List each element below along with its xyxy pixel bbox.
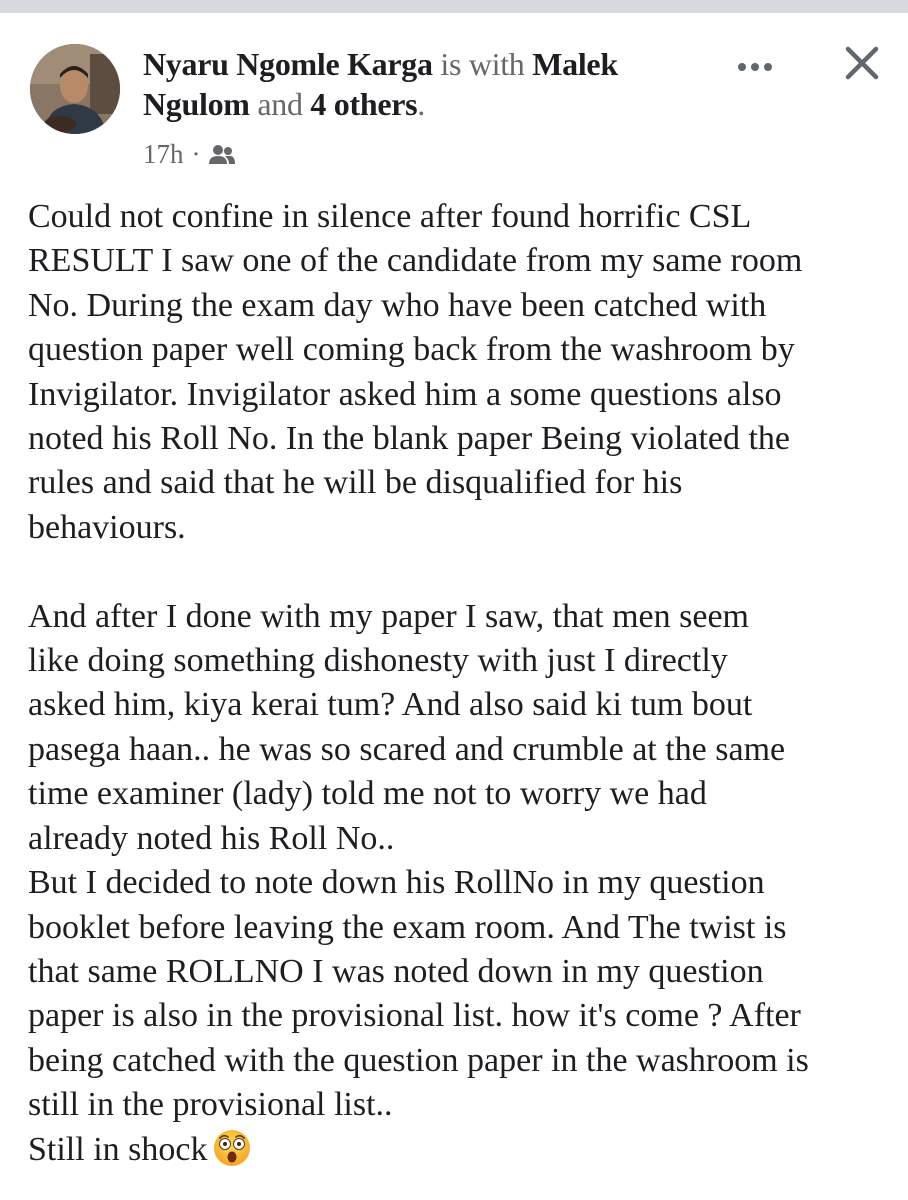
- body-line: But I decided to note down his RollNo in my question: [28, 864, 765, 902]
- body-line: pasega haan.. he was so scared and crumble at the same: [28, 730, 786, 768]
- ellipsis-icon: [737, 62, 773, 72]
- body-line: noted his Roll No. In the blank paper Being violated the: [28, 420, 791, 458]
- close-icon: [845, 46, 879, 80]
- post-header-text: [143, 44, 743, 124]
- body-line: like doing something dishonesty with just I directly: [28, 642, 728, 680]
- post-body: [28, 195, 888, 1179]
- timestamp[interactable]: 17h: [143, 139, 184, 169]
- avatar-image: [30, 44, 120, 134]
- facebook-post: [0, 13, 908, 1200]
- body-line: behaviours.: [28, 508, 186, 546]
- author-name[interactable]: Nyaru Ngomle Karga: [143, 46, 433, 82]
- body-line: time examiner (lady) told me not to worry we had: [28, 775, 707, 813]
- body-line: RESULT I saw one of the candidate from my same room: [28, 242, 803, 280]
- body-line: asked him, kiya kerai tum? And also said ki tum bout: [28, 686, 753, 724]
- avatar[interactable]: [30, 44, 120, 134]
- body-line: paper is also in the provisional list. how it's come ? After: [28, 997, 801, 1035]
- body-line: No. During the exam day who have been catched with: [28, 286, 767, 324]
- body-line: Invigilator. Invigilator asked him a some questions also: [28, 375, 782, 413]
- body-line: booklet before leaving the exam room. And The twist is: [28, 908, 787, 946]
- astonished-face-emoji: [213, 1129, 251, 1179]
- body-last-line: [28, 1128, 888, 1179]
- body-line: And after I done with my paper I saw, that men seem: [28, 597, 750, 635]
- post-meta: [143, 139, 235, 170]
- with-text: is with: [440, 46, 525, 82]
- body-line: rules and said that he will be disqualified for his: [28, 464, 683, 502]
- and-text: and: [257, 86, 303, 122]
- body-line: still in the provisional list..: [28, 1086, 393, 1124]
- body-line: that same ROLLNO I was noted down in my question: [28, 952, 764, 990]
- body-line: Could not confine in silence after found horrific CSL: [28, 198, 752, 235]
- others-link[interactable]: 4 others: [310, 86, 418, 122]
- body-line: question paper well coming back from the washroom by: [28, 331, 795, 369]
- top-bar: [0, 0, 908, 13]
- last-line-text: Still in shock: [28, 1130, 208, 1168]
- meta-separator: ·: [191, 139, 201, 169]
- blank-line: [28, 550, 888, 594]
- friends-icon[interactable]: [209, 144, 235, 166]
- tagged-person-link-cont[interactable]: Ngulom: [143, 86, 250, 122]
- more-options-button[interactable]: [733, 49, 777, 85]
- close-button[interactable]: [838, 39, 886, 87]
- body-line: already noted his Roll No..: [28, 819, 395, 857]
- body-line: being catched with the question paper in the washroom is: [28, 1041, 809, 1079]
- tagged-person-link[interactable]: Malek: [532, 46, 618, 82]
- period-text: .: [417, 86, 425, 122]
